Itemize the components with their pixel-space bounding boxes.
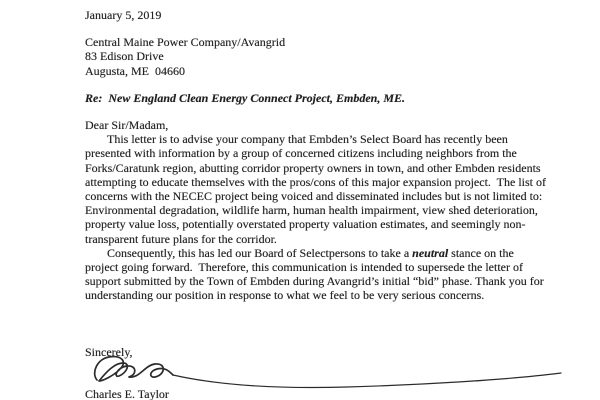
recipient-company: Central Maine Power Company/Avangrid — [85, 35, 286, 50]
closing-sincerely: Sincerely, — [85, 344, 133, 359]
paragraph-2-part-2: stance on the project going forward. Therefore, this communication is intended to supersede the letter of support submitted by the Town of Embden during Avangrid’s initial “bid” phase. Thank you for understanding our position in response to what we feel to be very serious concerns. — [85, 245, 547, 303]
recipient-street: 83 Edison Drive — [85, 49, 164, 64]
signature-printed-name: Charles E. Taylor — [85, 386, 169, 400]
subject-line: Re: New England Clean Energy Connect Project, Embden, ME. — [85, 90, 406, 105]
paragraph-2-emphasis-neutral: neutral — [412, 245, 449, 260]
recipient-city-state-zip: Augusta, ME 04660 — [85, 63, 185, 78]
salutation: Dear Sir/Madam, — [85, 118, 169, 133]
recipient-address-block — [85, 35, 548, 78]
letter-content — [85, 8, 548, 400]
signature-area — [85, 357, 548, 383]
paragraph-2-part-1: Consequently, this has led our Board of Selectpersons to take a — [107, 245, 413, 260]
handwritten-signature-scribble — [87, 353, 567, 391]
body-paragraph-2 — [85, 246, 548, 303]
letter-date: January 5, 2019 — [85, 8, 162, 22]
body-paragraph-1: This letter is to advise your company that Embden’s Select Board has recently been presented with information by a group of concerned citizens including neighbors from the Forks/Caratunk region, abutting corridor property owners in town, and other Embden residents attempting to educate themselves with the pros/cons of this major expansion project. The list of concerns with the NECEC project being voiced and disseminated includes but is not limited to: Environmental degradation, wildlife harm, human health impairment, view shed deterioration, property value loss, potentially overstated property valuation estimates, and seemingly non-transparent future plans for the corridor. — [85, 132, 550, 246]
